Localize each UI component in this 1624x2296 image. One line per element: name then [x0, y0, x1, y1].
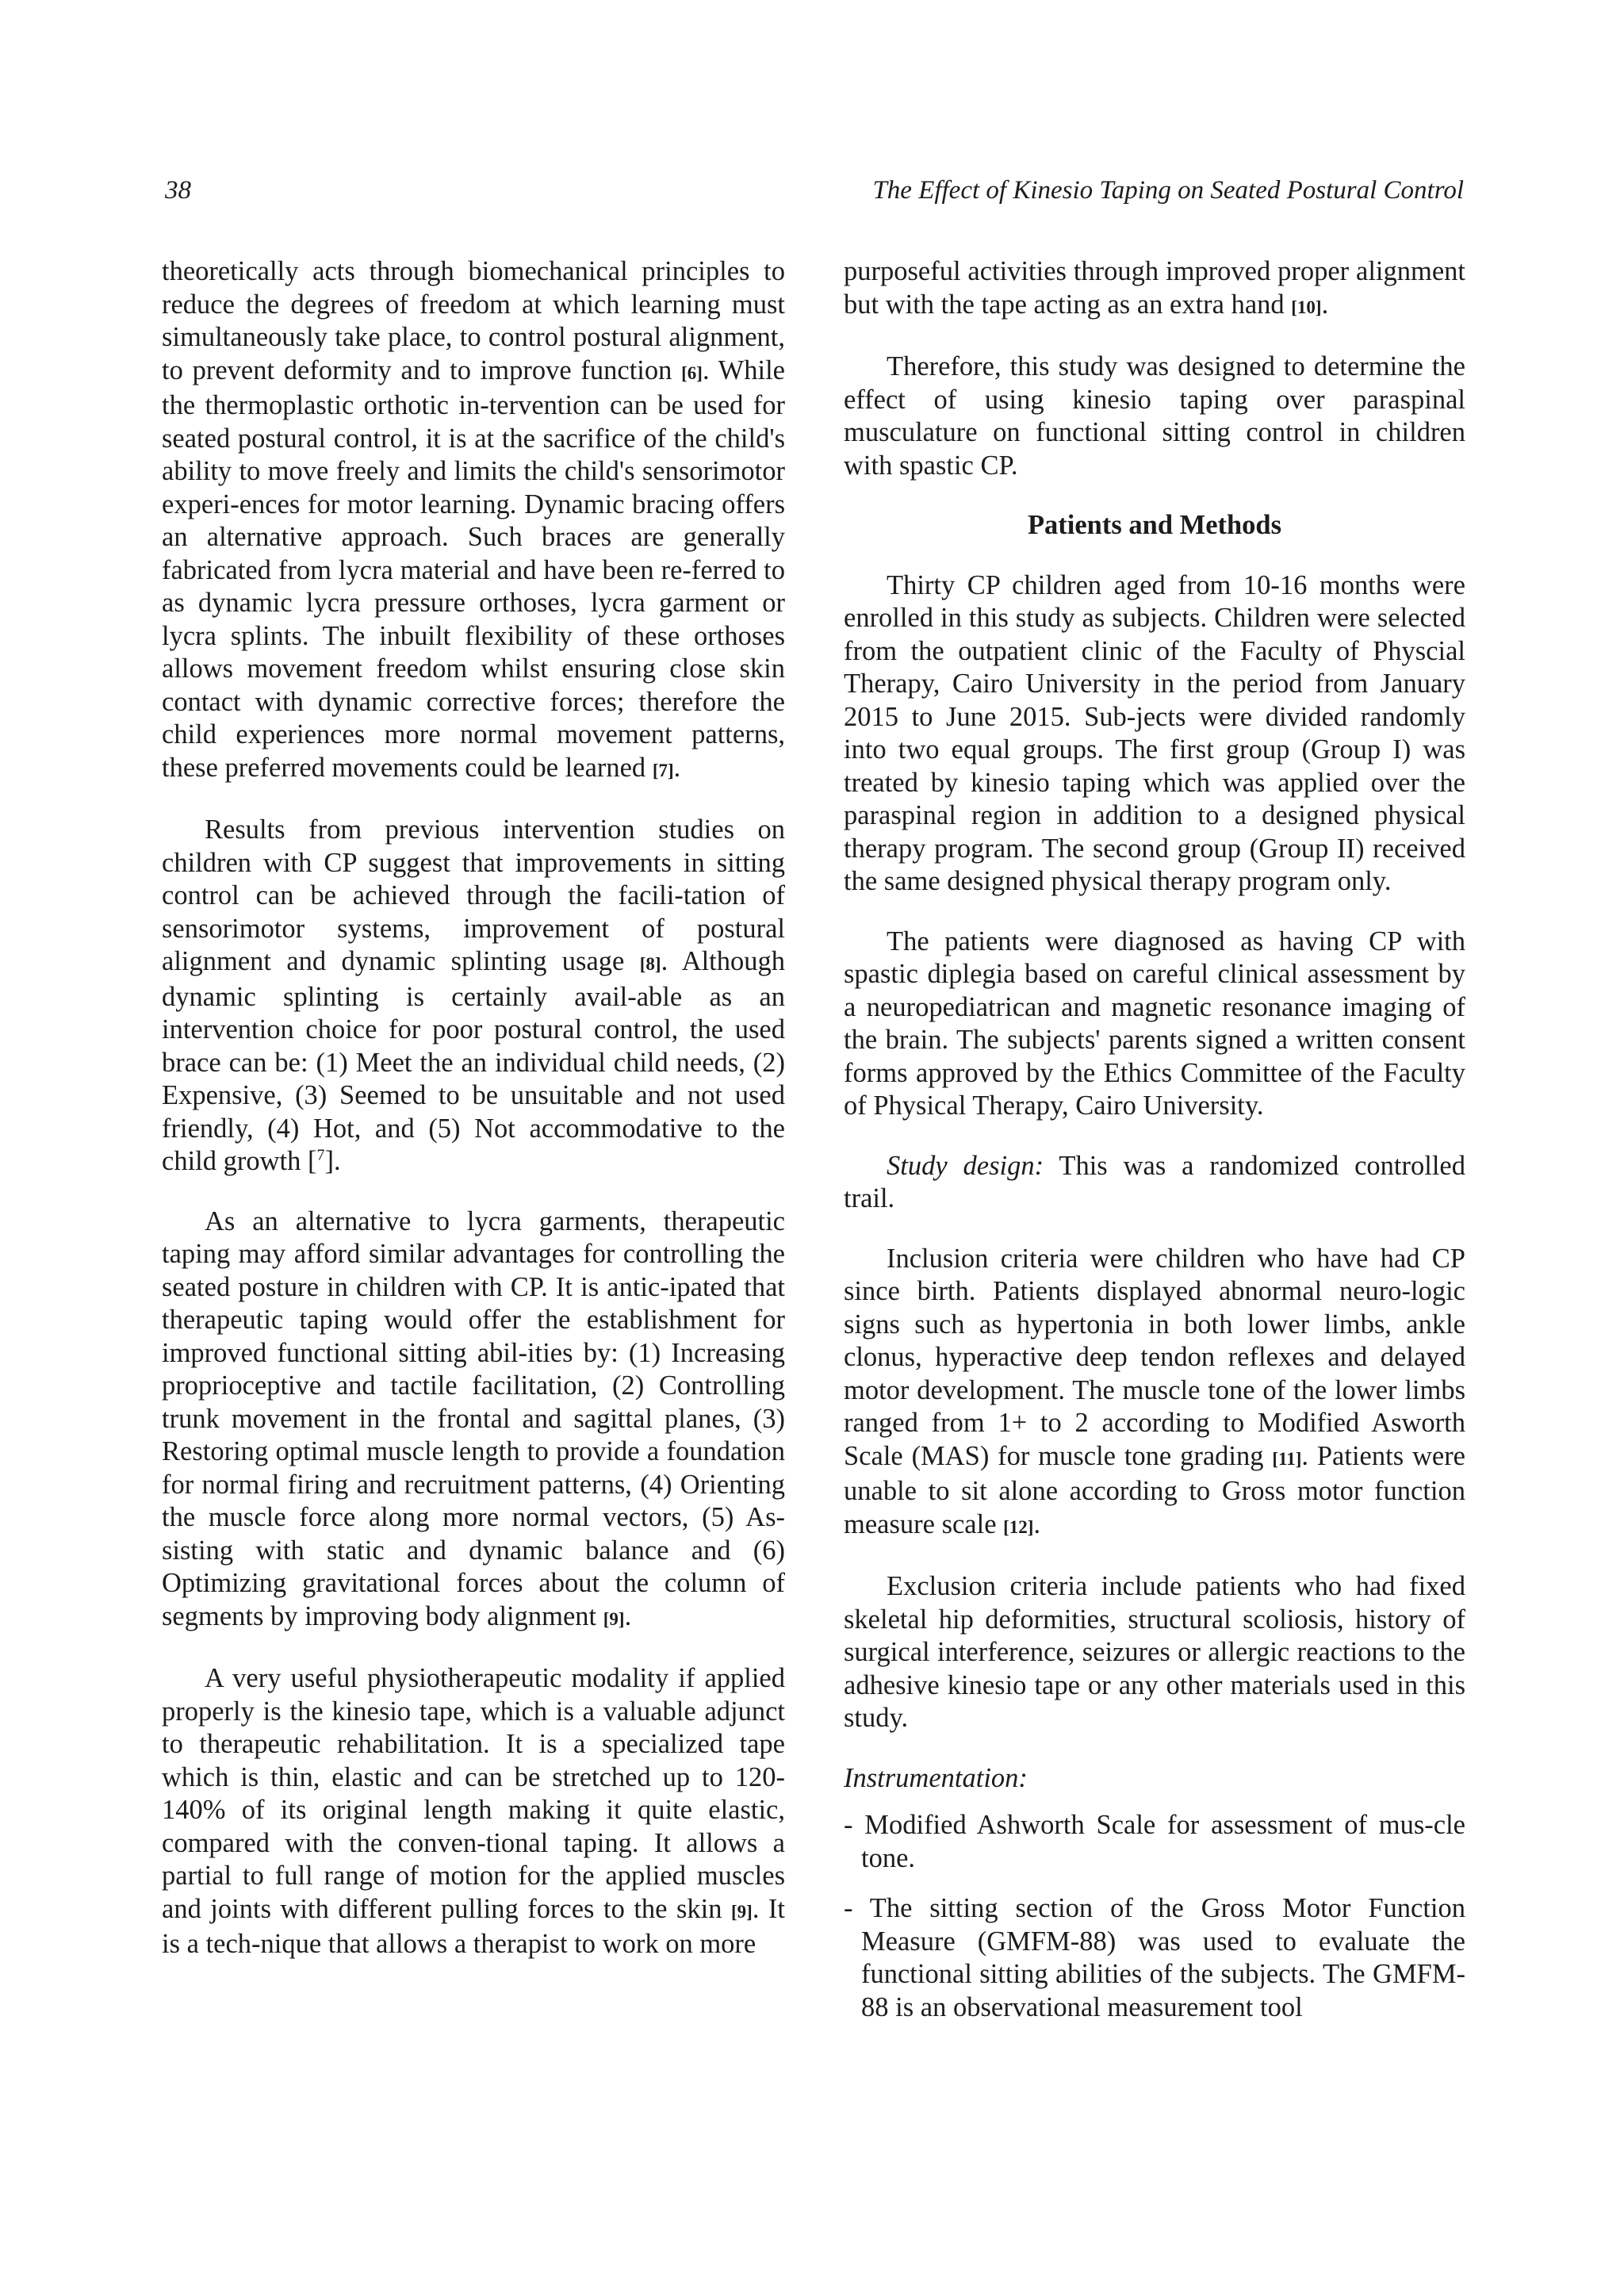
paragraph	[162, 1205, 785, 1636]
paragraph-text: .	[1033, 1508, 1041, 1539]
citation: [10]	[1291, 297, 1322, 317]
citation: [8]	[639, 954, 661, 974]
paragraph: The patients were diagnosed as having CP with spastic diplegia based on careful clinical assessment by a neuropediatrican and magnetic resonance imaging of the brain. The subjects' parents signed a written consent forms approved by the Ethics Committee of the Faculty of Physical Therapy, Cairo University.	[844, 926, 1465, 1121]
citation: [7]	[652, 760, 674, 780]
citation: [6]	[681, 362, 703, 383]
citation: [11]	[1272, 1448, 1302, 1469]
list-item: - Modified Ashworth Scale for assessment of mus-cle tone.	[844, 1810, 1465, 1873]
paragraph: Therefore, this study was designed to determine the effect of using kinesio taping over paraspinal musculature on functional sitting control in children with spastic CP.	[844, 351, 1465, 481]
subheading: Instrumentation:	[844, 1762, 1028, 1793]
citation: [9]	[730, 1901, 753, 1922]
paragraph-text: . It is a tech-nique that allows a therapist to work on more	[162, 1893, 786, 1959]
paragraph-text: . Patients were unable to sit alone according to Gross motor function measure scale	[844, 1440, 1465, 1539]
paragraph-text: theoretically acts through biomechanical principles to reduce the degrees of freedom at which learning must simultaneously take place, to control postural alignment, to prevent deformity and to improve function	[162, 256, 785, 385]
citation-number: 7	[316, 1146, 325, 1164]
paragraph-text: purposeful activities through improved proper alignment but with the tape acting as an extra hand	[844, 256, 1465, 320]
paragraph-text: As an alternative to lycra garments, therapeutic taping may afford similar advantages for controlling the seated posture in children with CP. It is antic-ipated that therapeutic taping would offer the establishment for improved functional sitting abil-ities by: (1) Increasing proprioceptive and tactile facilitation, (2) Controlling trunk movement in the frontal and sagittal planes, (3) Restoring optimal muscle length to provide a foundation for normal firing and recruitment patterns, (4) Orienting the muscle force along more normal vectors, (5) As-sisting with static and dynamic balance and (6) Optimizing gravitational forces about the column of segments by improving body alignment	[162, 1205, 785, 1631]
paragraph-text: .	[1321, 289, 1329, 320]
paragraph	[844, 1150, 1465, 1216]
subheading: Study design:	[887, 1150, 1044, 1181]
paragraph: Exclusion criteria include patients who had fixed skeletal hip deformities, structural scoliosis, history of surgical interference, seizures or allergic reactions to the adhesive kinesio tape or any other materials used in this study.	[844, 1571, 1465, 1733]
citation: [9]	[603, 1608, 625, 1629]
paragraph-text: .	[624, 1600, 632, 1631]
paragraph-text: Results from previous intervention studies on children with CP suggest that improvements in sitting control can be achieved through the facili-tation of sensorimotor systems, improvement of postural alignment and dynamic splinting usage	[162, 815, 785, 976]
left-column	[162, 255, 785, 1988]
paragraph-text: . Although dynamic splinting is certainly avail-able as an intervention choice for poor postural control, the used brace can be: (1) Meet the an individual child needs, (2) Expensive, (3) Seemed to be unsuitable and not used friendly, (4) Hot, and (5) Not accommodative to the child growth	[162, 946, 785, 1176]
citation: [12]	[1003, 1516, 1034, 1537]
citation	[308, 1146, 334, 1176]
paragraph	[844, 1243, 1465, 1544]
paragraph-text: Inclusion criteria were children who have had CP since birth. Patients displayed abnormal neuro-logic signs such as hypertonia in both lower limbs, ankle clonus, hyperactive deep tendon reflexes and delayed motor development. The muscle tone of the lower limbs ranged from 1+ to 2 according to Modified Asworth Scale (MAS) for muscle tone grading	[844, 1243, 1465, 1471]
paragraph	[162, 1662, 785, 1961]
right-column	[844, 255, 1465, 2041]
paragraph-text: . While the thermoplastic orthotic in-tervention can be used for seated postural control, it is at the sacrifice of the child's ability to move freely and limits the child's sensorimotor experi-ences for motor learning. Dynamic bracing offers an alternative approach. Such braces are generally fabricated from lycra material and have been re-ferred to as dynamic lycra pressure orthoses, lycra garment or lycra splints. The inbuilt flexibility of these orthoses allows movement freedom whilst ensuring close skin contact with dynamic corrective forces; therefore the child experiences more normal movement patterns, these preferred movements could be learned	[162, 355, 785, 783]
paragraph	[844, 255, 1465, 324]
section-heading: Patients and Methods	[1027, 510, 1282, 540]
citation-bracket: ]	[324, 1146, 334, 1176]
paragraph	[162, 255, 785, 787]
list-item: - The sitting section of the Gross Motor Function Measure (GMFM-88) was used to evaluate the functional sitting abilities of the subjects. The GMFM-88 is an observational measurement tool	[844, 1893, 1465, 2022]
paragraph-text: .	[333, 1146, 341, 1176]
running-title: The Effect of Kinesio Taping on Seated Postural Control	[872, 176, 1464, 205]
paragraph-text: .	[673, 752, 681, 783]
paragraph-text: A very useful physiotherapeutic modality if applied properly is the kinesio tape, which is a valuable adjunct to therapeutic rehabilitation. It is a specialized tape which is thin, elastic and can be stretched up to 120-140% of its original length making it quite elastic, compared with the conven-tional taping. It allows a partial to full range of motion for the applied muscles and joints with different pulling forces to the skin	[162, 1663, 785, 1924]
citation-bracket: [	[307, 1146, 317, 1176]
paragraph	[162, 814, 785, 1179]
paragraph: Thirty CP children aged from 10-16 months were enrolled in this study as subjects. Children were selected from the outpatient clinic of the Faculty of Physcial Therapy, Cairo University in the period from January 2015 to June 2015. Sub-jects were divided randomly into two equal groups. The first group (Group I) was treated by kinesio taping which was applied over the paraspinal region in addition to a designed physical therapy program. The second group (Group II) received the same designed physical therapy program only.	[844, 569, 1465, 896]
paragraph-text: This was a randomized controlled trail.	[844, 1150, 1465, 1213]
page-number: 38	[165, 176, 191, 205]
